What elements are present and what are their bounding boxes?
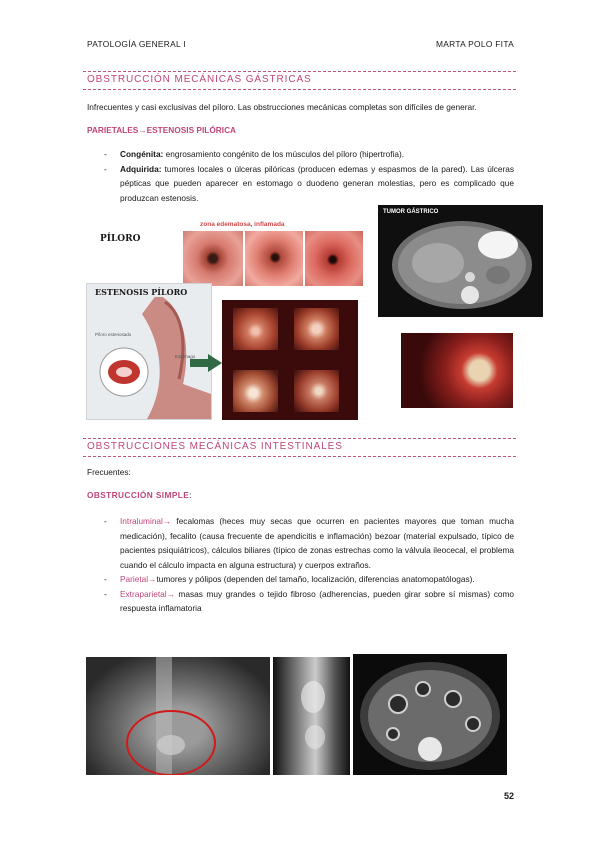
xray-abdomen-image — [86, 657, 270, 775]
stomach-illustration — [87, 284, 211, 419]
section2-bullet-list — [104, 514, 514, 616]
section1-intro: Infrecuentes y casi exclusivas del píloro. Las obstrucciones mecánicas completas son difíciles de generar. — [87, 102, 477, 112]
arrow-right-icon — [190, 354, 222, 372]
xray-lateral-image — [273, 657, 350, 775]
list-item: - Adquirida: tumores locales o úlceras pilóricas (producen edemas y espasmos de la pared). Las úlceras pépticas que pueden aparecer en estomago o duodeno generan molestias, pero es complicado que produzcan estenosis. — [104, 163, 514, 203]
section1-bullet-list — [104, 147, 514, 205]
piloro-label: PÍLORO — [100, 234, 141, 244]
ct-scan-image — [378, 205, 543, 317]
diagram-small-label: Píloro estenosado — [95, 332, 132, 337]
estenosis-label: ESTENOSIS PÍLORO — [95, 287, 188, 297]
xray-lateral-illustration — [273, 657, 350, 775]
page-number: 52 — [503, 791, 514, 801]
tumor-endoscopy-image — [401, 333, 513, 408]
section2-intro: Frecuentes: — [87, 467, 131, 477]
endoscopy-panel — [222, 300, 358, 420]
section1-subhead: PARIETALES→ESTENOSIS PILÓRICA — [87, 125, 237, 135]
section-heading-gastric — [83, 71, 516, 90]
list-item: - Extraparietal→ masas muy grandes o tejido fibroso (adherencias, pueden girar sobre sí mismas) como respuesta inflamatoria — [104, 588, 514, 613]
zona-edematosa-label: zona edematosa, inflamada — [200, 221, 285, 228]
tumor-label: TUMOR GÁSTRICO — [383, 209, 439, 215]
endoscopy-image — [245, 231, 303, 286]
section2-subhead: OBSTRUCCIÓN SIMPLE: — [87, 490, 192, 500]
endoscopy-image — [183, 231, 243, 286]
list-item: - Congénita: engrosamiento congénito de los músculos del píloro (hipertrofia). — [104, 149, 405, 159]
ct-abdomen-illustration — [353, 654, 507, 775]
estenosis-diagram — [86, 283, 212, 420]
section-title: OBSTRUCCIÓN MECÁNICAS GÁSTRICAS — [87, 74, 312, 85]
ct-illustration — [378, 205, 543, 317]
section-heading-intestinal — [83, 438, 516, 457]
header-author: MARTA POLO FITA — [435, 39, 514, 49]
list-item: - Parietal→tumores y pólipos (dependen del tamaño, localización, diferencias anatomopatólogas). — [104, 574, 475, 584]
xray-illustration — [86, 657, 270, 775]
list-item: - Intraluminal→ fecalomas (heces muy secas que ocurren en pacientes mayores que toman mucha medicación), fecalito (causa frecuente de apendicitis e inflamación) bezoar (material expulsado, típico de pacientes psiquiátricos), cálculos biliares (típico de zonas estrechas como la válvula ileocecal, el problema cuando el cálculo impacta en alguna estructura) y cuerpos extraños. — [104, 516, 514, 570]
header-course: PATOLOGÍA GENERAL I — [87, 39, 186, 49]
endoscopy-image — [305, 231, 363, 286]
ct-abdomen-image — [353, 654, 507, 775]
section-title: OBSTRUCCIONES MECÁNICAS INTESTINALES — [87, 441, 343, 452]
diagram-small-label: Estómago — [175, 354, 196, 359]
